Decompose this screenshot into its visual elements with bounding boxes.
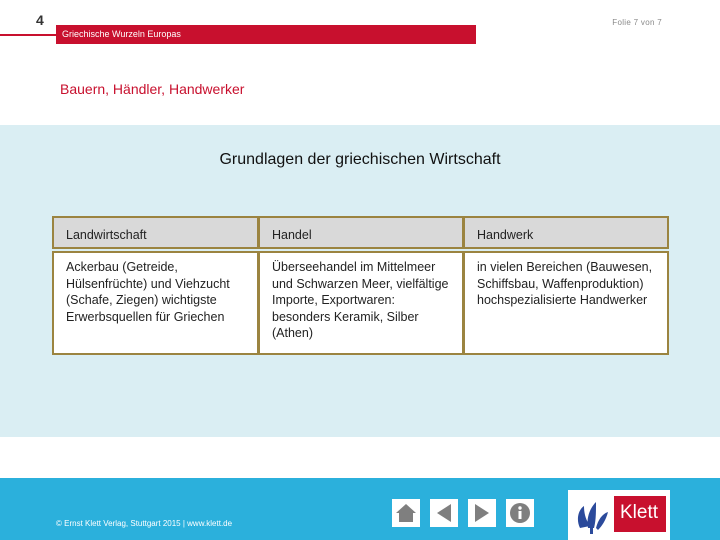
content-title: Grundlagen der griechischen Wirtschaft xyxy=(219,151,501,168)
table-header-landwirtschaft: Landwirtschaft xyxy=(52,216,259,249)
forward-button[interactable] xyxy=(468,499,496,527)
klett-logo-block xyxy=(614,496,666,532)
slide-subtitle: Bauern, Händler, Handwerker xyxy=(60,81,245,97)
back-button[interactable] xyxy=(430,499,458,527)
table-cell-handwerk: in vielen Bereichen (Bauwesen, Schiffsbau, Waffenproduktion) hochspezialisierte Handwerker xyxy=(463,251,669,355)
copyright-text: © Ernst Klett Verlag, Stuttgart 2015 | www.klett.de xyxy=(56,519,233,528)
klett-logo-text: Klett xyxy=(620,502,659,523)
slide-counter: Folie 7 von 7 xyxy=(612,18,662,27)
footer-bar xyxy=(0,478,720,540)
header-bar xyxy=(56,25,476,44)
table-header-handel: Handel xyxy=(258,216,464,249)
forward-icon xyxy=(468,499,496,527)
klett-flower-icon xyxy=(572,498,612,534)
home-icon xyxy=(392,499,420,527)
content-panel xyxy=(0,125,720,437)
chapter-number: 4 xyxy=(36,12,44,28)
home-button[interactable] xyxy=(392,499,420,527)
info-icon xyxy=(506,499,534,527)
info-button[interactable] xyxy=(506,499,534,527)
table-cell-handel: Überseehandel im Mittelmeer und Schwarzen Meer, vielfältige Importe, Exportwaren: besonders Keramik, Silber (Athen) xyxy=(258,251,464,355)
klett-logo xyxy=(568,490,670,540)
table-header-handwerk: Handwerk xyxy=(463,216,669,249)
section-title: Griechische Wurzeln Europas xyxy=(62,29,181,39)
table-cell-landwirtschaft: Ackerbau (Getreide, Hülsenfrüchte) und Viehzucht (Schafe, Ziegen) wichtigste Erwerbsquellen für Griechen xyxy=(52,251,259,355)
back-icon xyxy=(430,499,458,527)
